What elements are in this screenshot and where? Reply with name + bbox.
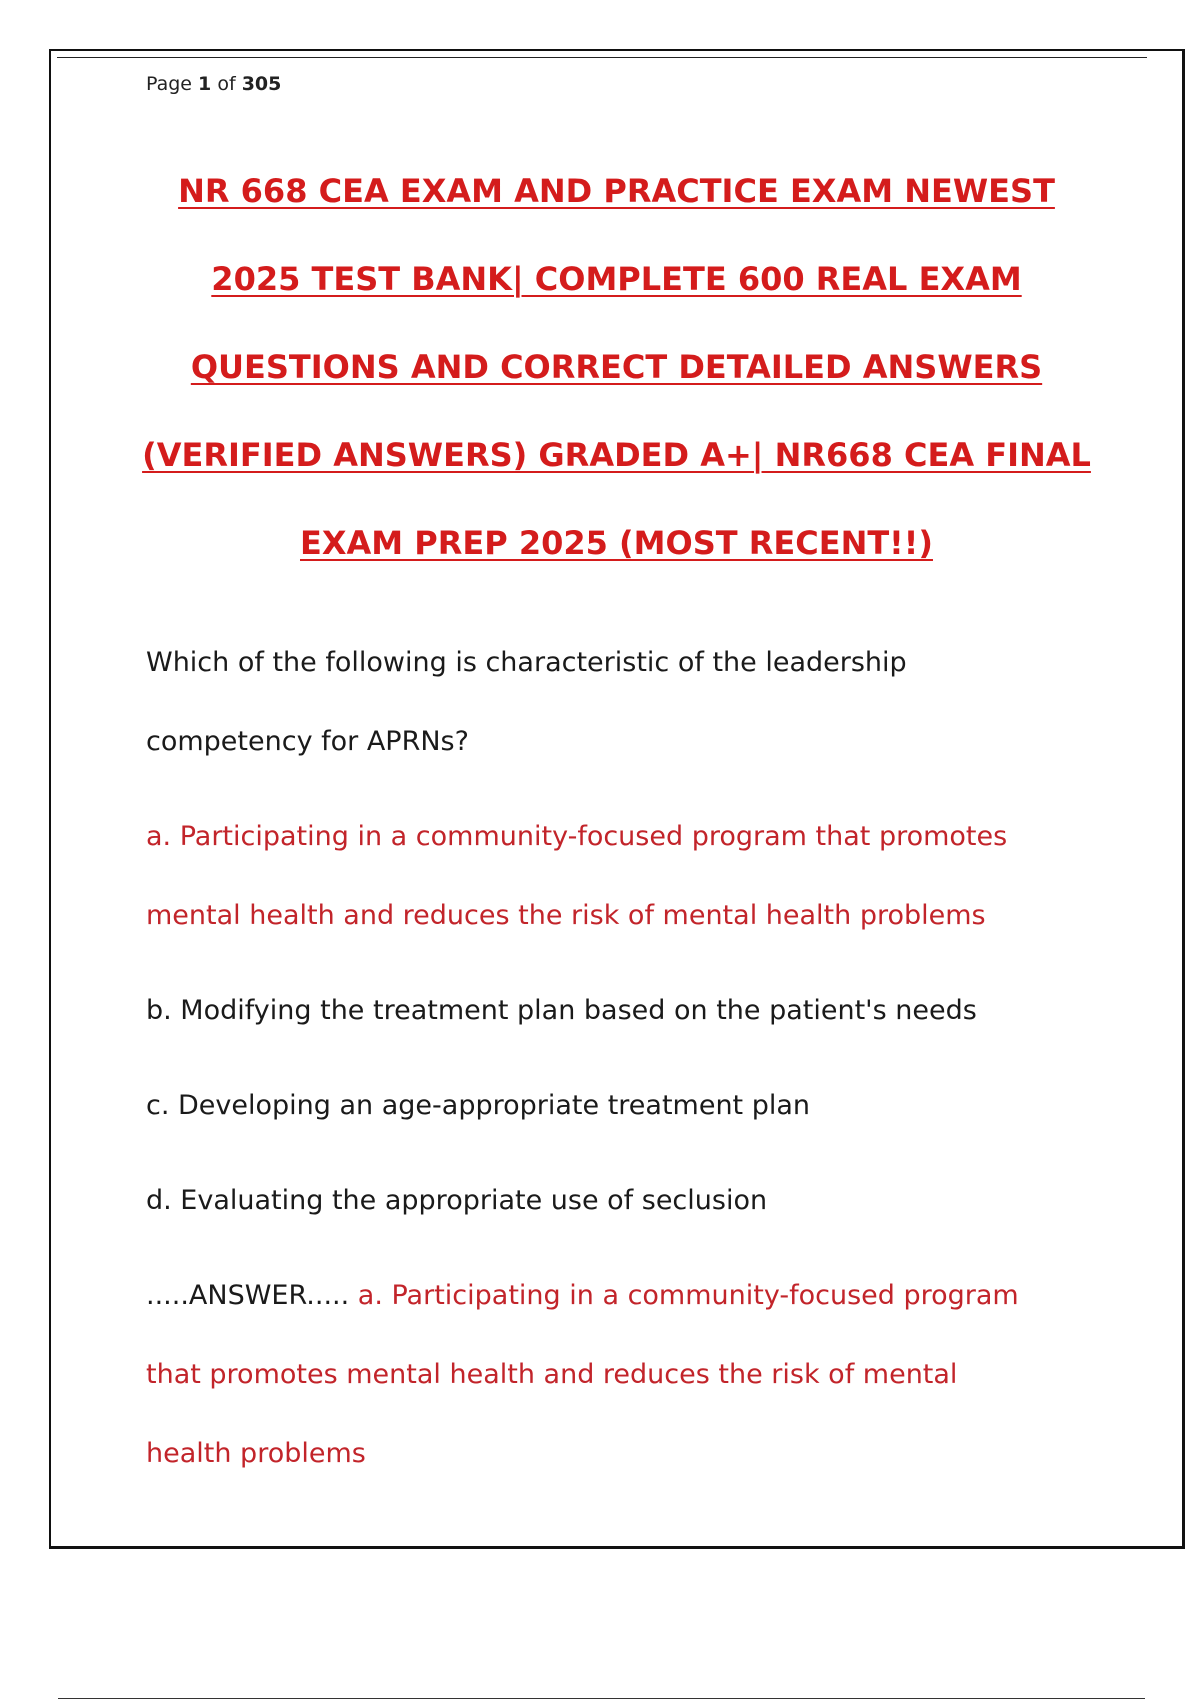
- page-of-label: of: [217, 73, 236, 95]
- option-c: c. Developing an age-appropriate treatment plan: [146, 1090, 811, 1121]
- current-page-number: 1: [198, 73, 212, 95]
- top-rule: [57, 57, 1147, 58]
- total-pages-number: 305: [241, 73, 282, 95]
- answer-text: health problems: [146, 1438, 366, 1469]
- title-line: 2025 TEST BANK| COMPLETE 600 REAL EXAM: [211, 260, 1022, 298]
- question-text: competency for APRNs?: [146, 726, 469, 757]
- option-a: a. Participating in a community-focused program that promotes: [146, 821, 1008, 852]
- title-line: (VERIFIED ANSWERS) GRADED A+| NR668 CEA FINAL: [142, 436, 1091, 474]
- page-frame: [49, 49, 1185, 1549]
- option-d: d. Evaluating the appropriate use of seclusion: [146, 1185, 768, 1216]
- question-text: Which of the following is characteristic of the leadership: [146, 647, 907, 678]
- answer-text: that promotes mental health and reduces the risk of mental: [146, 1359, 958, 1390]
- answer-text: a. Participating in a community-focused program: [357, 1280, 1019, 1311]
- question-block: [146, 637, 1122, 1507]
- page-indicator: [146, 73, 281, 95]
- next-page-rule: [58, 1698, 1145, 1699]
- title-line: QUESTIONS AND CORRECT DETAILED ANSWERS: [190, 348, 1043, 386]
- title-line: EXAM PREP 2025 (MOST RECENT!!): [300, 524, 933, 562]
- title-line: NR 668 CEA EXAM AND PRACTICE EXAM NEWEST: [178, 172, 1055, 210]
- option-a: mental health and reduces the risk of mental health problems: [146, 900, 986, 931]
- page-label: Page: [146, 73, 192, 95]
- document-title: [51, 147, 1182, 587]
- answer-line: [146, 1270, 1122, 1349]
- option-b: b. Modifying the treatment plan based on the patient's needs: [146, 995, 977, 1026]
- answer-label: .....ANSWER.....: [146, 1280, 350, 1311]
